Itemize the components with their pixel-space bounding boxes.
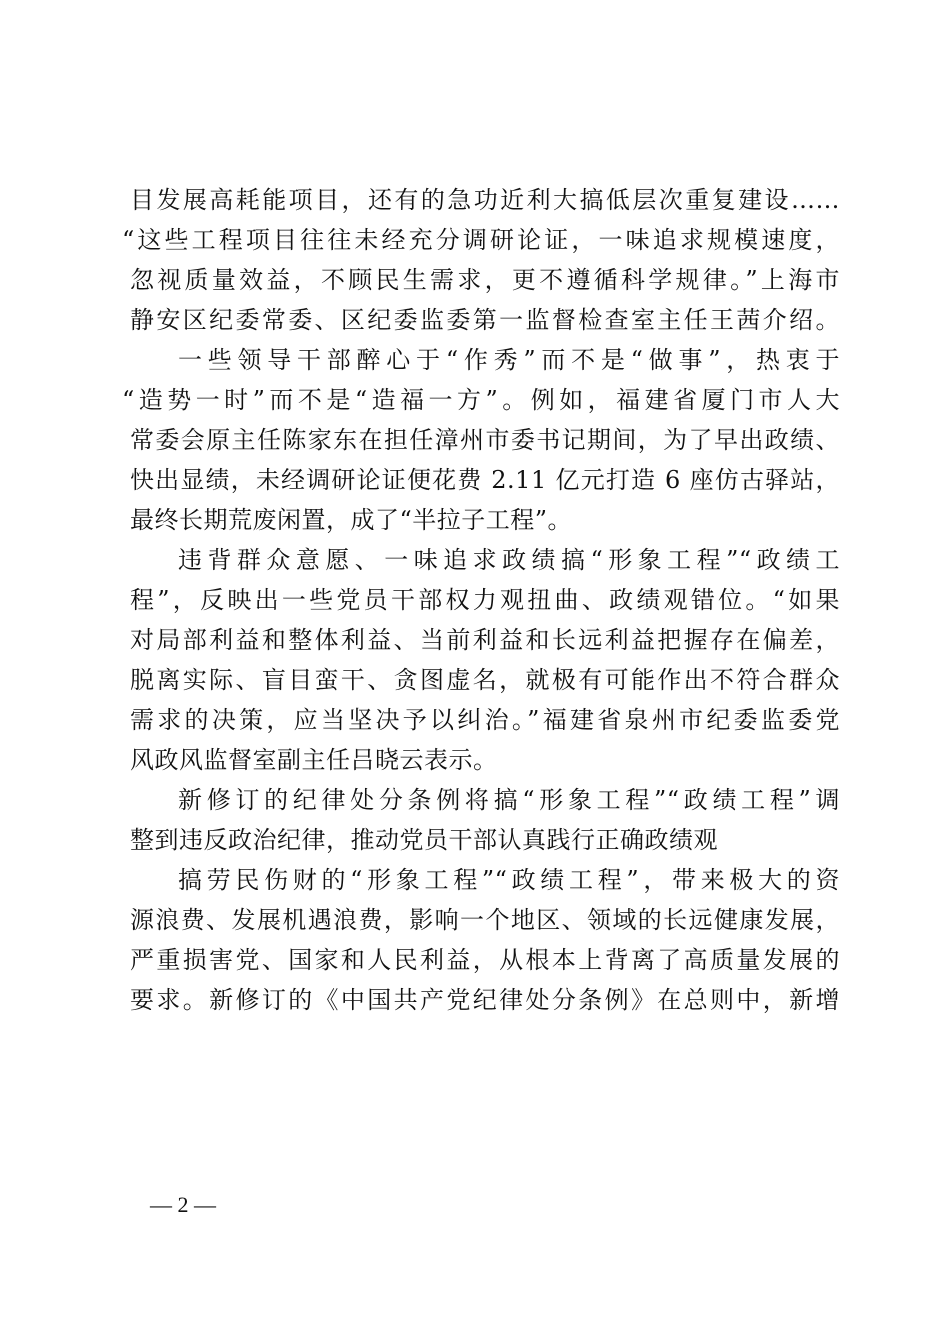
text-line: 忽视质量效益，不顾民生需求，更不遵循科学规律。”上海市: [130, 266, 840, 294]
page-number: — 2 —: [150, 1192, 216, 1217]
text-line: “造势一时”而不是“造福一方”。例如，福建省厦门市人大: [122, 386, 840, 414]
text-line: 严重损害党、国家和人民利益，从根本上背离了高质量发展的: [130, 946, 840, 974]
text-line: 风政风监督室副主任吕晓云表示。: [130, 746, 498, 774]
paragraph-first-line: 违背群众意愿、一味追求政绩搞“形象工程”“政绩工: [178, 546, 840, 574]
text-line: 常委会原主任陈家东在担任漳州市委书记期间，为了早出政绩、: [130, 426, 840, 454]
paragraph-first-line: 一些领导干部醉心于“作秀”而不是“做事”，热衷于: [178, 346, 840, 374]
text-line: 需求的决策，应当坚决予以纠治。”福建省泉州市纪委监委党: [130, 706, 840, 734]
text-line: 最终长期荒废闲置，成了“半拉子工程”。: [130, 506, 573, 534]
text-line: 要求。新修订的《中国共产党纪律处分条例》在总则中，新增: [130, 986, 840, 1014]
text-line: 源浪费、发展机遇浪费，影响一个地区、领域的长远健康发展，: [130, 906, 840, 934]
text-line: “这些工程项目往往未经充分调研论证，一味追求规模速度，: [122, 226, 840, 254]
section-heading-line: 新修订的纪律处分条例将搞“形象工程”“政绩工程”调: [178, 786, 840, 814]
text-line: 程”，反映出一些党员干部权力观扭曲、政绩观错位。“如果: [130, 586, 840, 614]
text-line: 对局部利益和整体利益、当前利益和长远利益把握存在偏差，: [130, 626, 840, 654]
text-line: 快出显绩，未经调研论证便花费 2.11 亿元打造 6 座仿古驿站，: [130, 466, 840, 494]
paragraph-first-line: 搞劳民伤财的“形象工程”“政绩工程”，带来极大的资: [178, 866, 840, 894]
text-line: 脱离实际、盲目蛮干、贪图虚名，就极有可能作出不符合群众: [130, 666, 840, 694]
section-heading-line: 整到违反政治纪律，推动党员干部认真践行正确政绩观: [130, 826, 718, 854]
text-line: 目发展高耗能项目，还有的急功近利大搞低层次重复建设……: [130, 186, 840, 214]
body-text: [122, 180, 840, 1020]
text-line: 静安区纪委常委、区纪委监委第一监督检查室主任王茜介绍。: [130, 306, 840, 334]
